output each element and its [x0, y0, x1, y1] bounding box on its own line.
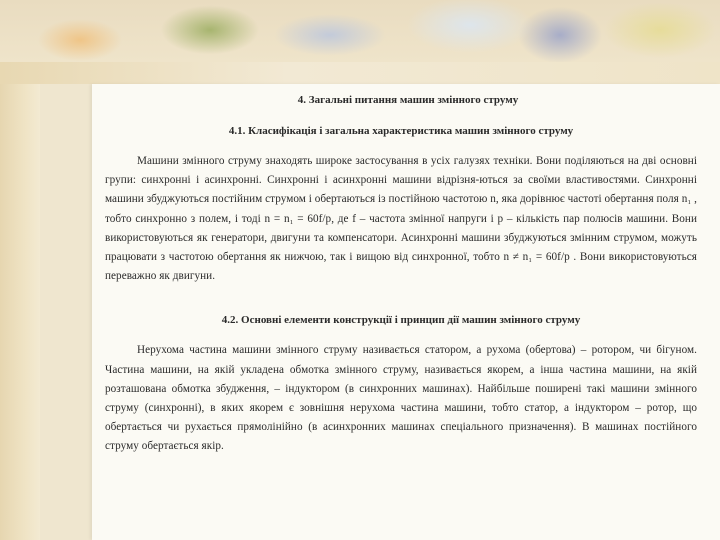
section-2-paragraph: Нерухома частина машини змінного струму називається статором, а рухома (обертова) – ротором, чи бігуном. Частина машини, на якій укладена обмотка змінного струму, називається якорем, а інша частина машини, на якій розташована обмотка збудження, – індуктором (в синхронних машинах). Найбільше поширені такі машини змінного струму (синхронні), в яких якорем є зовнішня нерухома частина машини, тобто статор, а індуктором – ротор, що обертається чи рухається прямолінійно (в асинхронних машинах спеціального призначення). В машинах постійного струму обертається якір.	[105, 344, 697, 453]
section-1-title: 4.1. Класифікація і загальна характеристика машин змінного струму	[228, 125, 574, 137]
chapter-heading: 4. Загальні питання машин змінного струму	[297, 94, 519, 106]
background-floral-banner	[0, 0, 720, 62]
background-strip	[0, 62, 720, 84]
document-content	[105, 92, 697, 457]
section-1-paragraph: Машини змінного струму знаходять широке застосування в усіх галузях техніки. Вони поділяються на дві основні групи: синхронні і асинхронні. Синхронні і асинхронні машини відрізня-ються за своїми властивостями. Синхронні машини збуджуються постійним струмом і обертаються із постійною частотою n, яка дорівнює частоті обертання поля n₁ , тобто синхронно з полем, і тоді n = n₁ = 60f/p, де f – частота змінної напруги і p – кількість пар полюсів машини. Вони використовуються як генератори, двигуни та компенсатори. Асинхронні машини збуджуються змінним струмом, можуть працювати з частотою обертання як нижчою, так і вищою від синхронної, тобто n ≠ n₁ = 60f/p . Вони використовуються переважно як двигуни.	[105, 155, 697, 283]
section-2-title: 4.2. Основні елементи конструкції і принцип дії машин змінного струму	[221, 314, 581, 327]
